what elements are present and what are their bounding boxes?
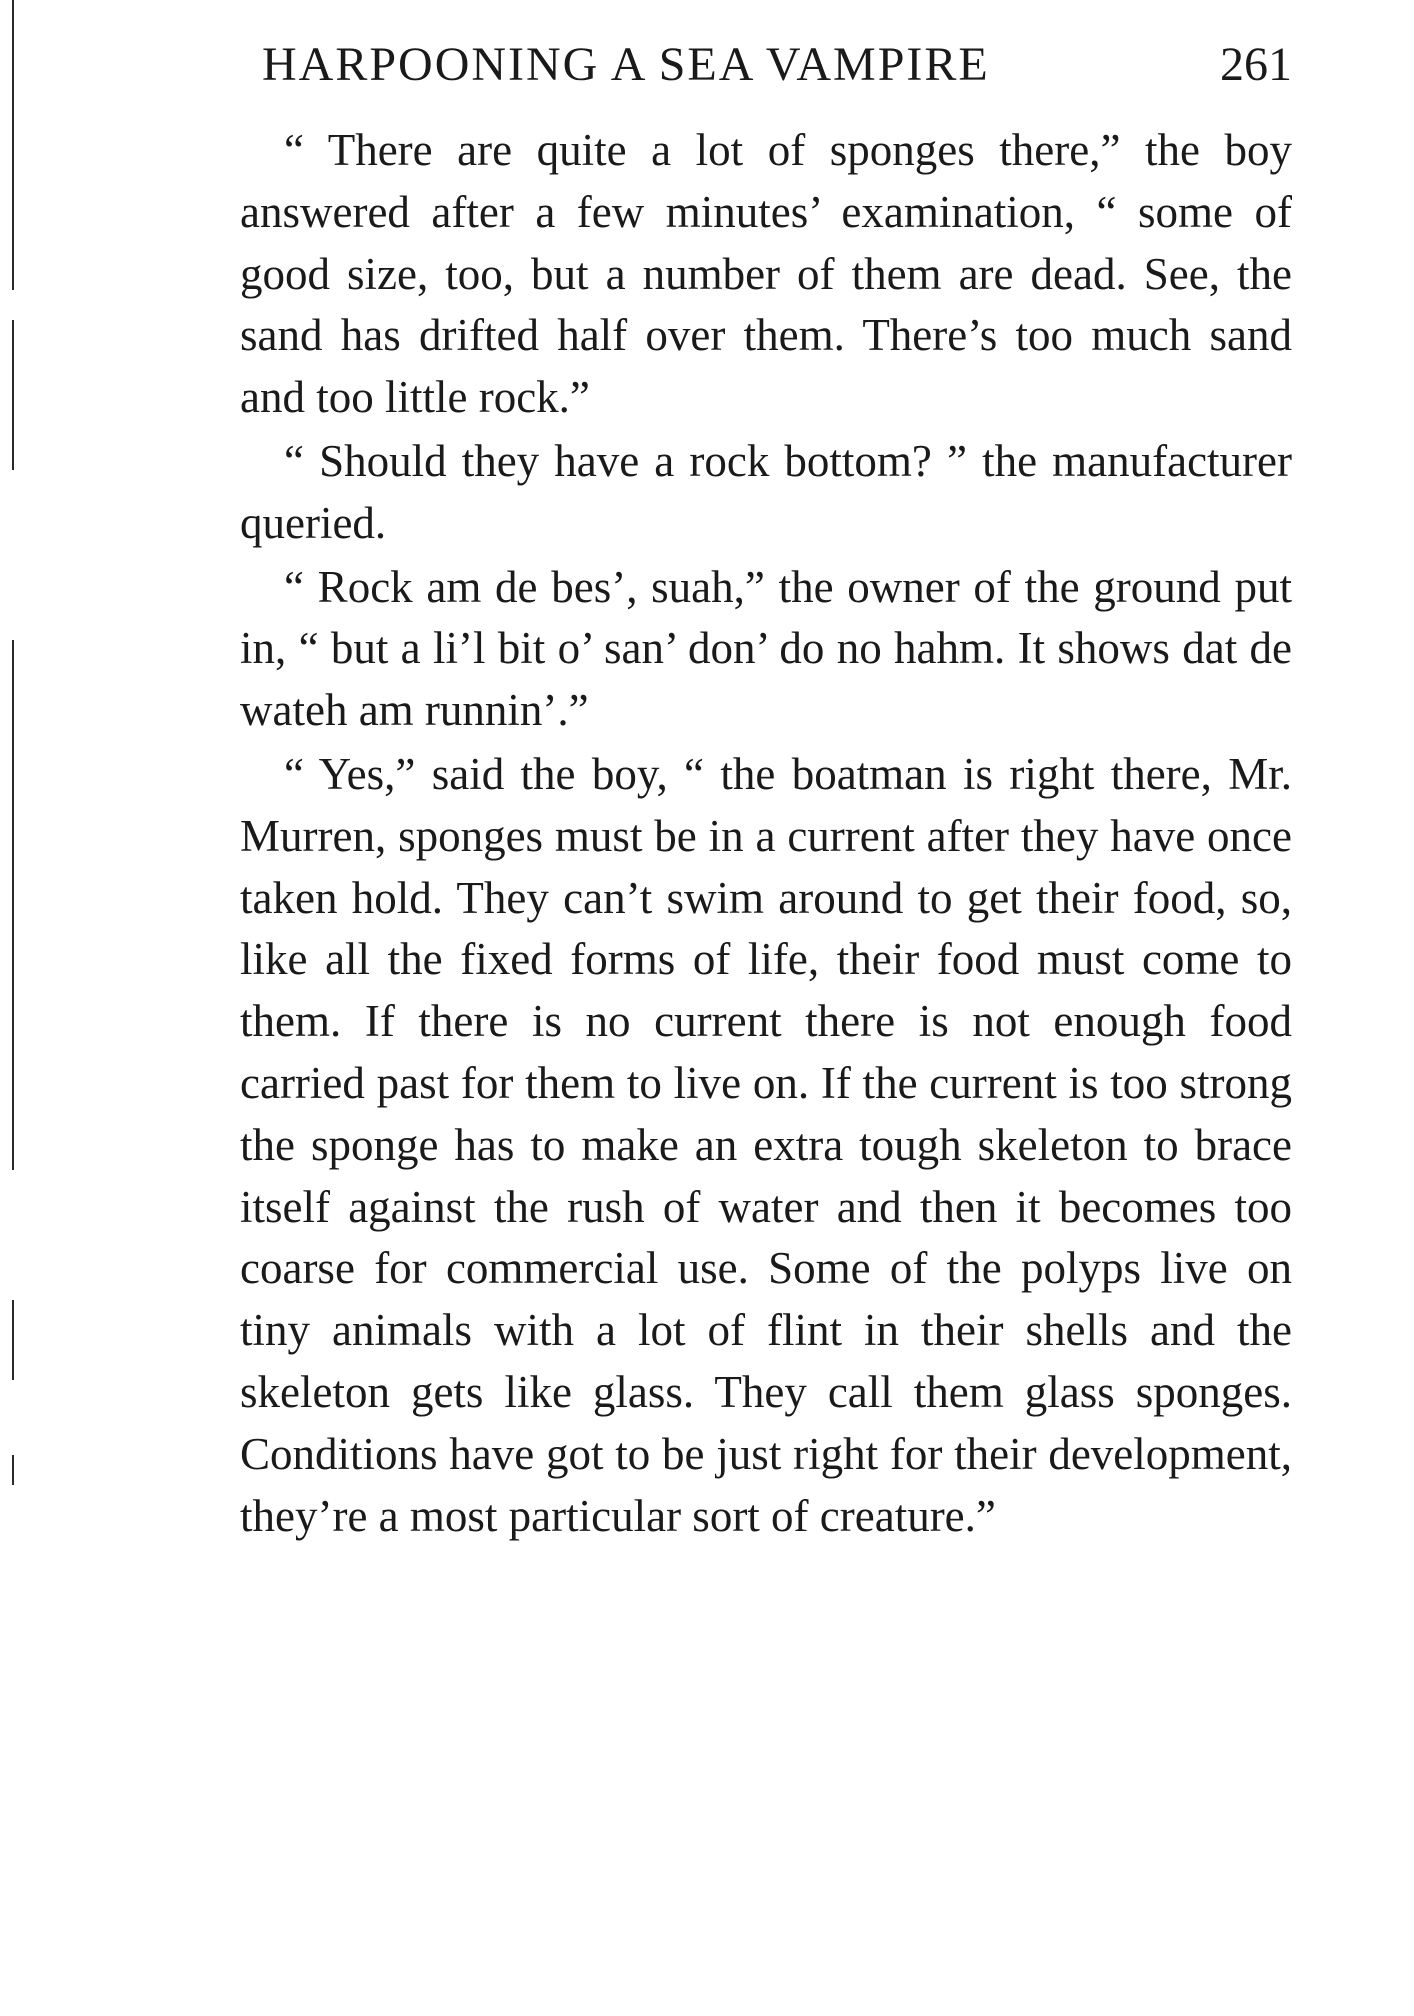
scan-edge-line (12, 1455, 14, 1485)
page-header (262, 30, 1292, 100)
paragraph: “ Should they have a rock bottom? ” the manufacturer queried. (240, 435, 1292, 548)
running-head: HARPOONING A SEA VAMPIRE (262, 38, 990, 91)
body-text (240, 120, 1292, 1549)
paragraph: “ Yes,” said the boy, “ the boatman is right there, Mr. Murren, sponges must be in a current after they have once taken hold. They can’t swim around to get their food, so, like all the fixed forms of life, their food must come to them. If there is no current there is not enough food carried past for them to live on. If the current is too strong the sponge has to make an extra tough skeleton to brace itself against the rush of water and then it becomes too coarse for commercial use. Some of the polyps live on tiny animals with a lot of flint in their shells and the skeleton gets like glass. They call them glass sponges. Conditions have got to be just right for their development, they’re a most particular sort of creature.” (240, 748, 1292, 1541)
scan-edge-line (12, 320, 14, 470)
scan-edge-line (12, 1300, 14, 1380)
page-number: 261 (1220, 38, 1292, 91)
paragraph: “ There are quite a lot of sponges there,” the boy answered after a few minutes’ examination, “ some of good size, too, but a number of them are dead. See, the sand has drifted half over them. There’s too much sand and too little rock.” (240, 125, 1292, 423)
scan-edge-line (12, 640, 14, 1170)
scan-edge-line (12, 0, 14, 290)
paragraph: “ Rock am de bes’, suah,” the owner of the ground put in, “ but a li’l bit o’ san’ don’ do no hahm. It shows dat de wateh am runnin’.” (240, 561, 1292, 736)
